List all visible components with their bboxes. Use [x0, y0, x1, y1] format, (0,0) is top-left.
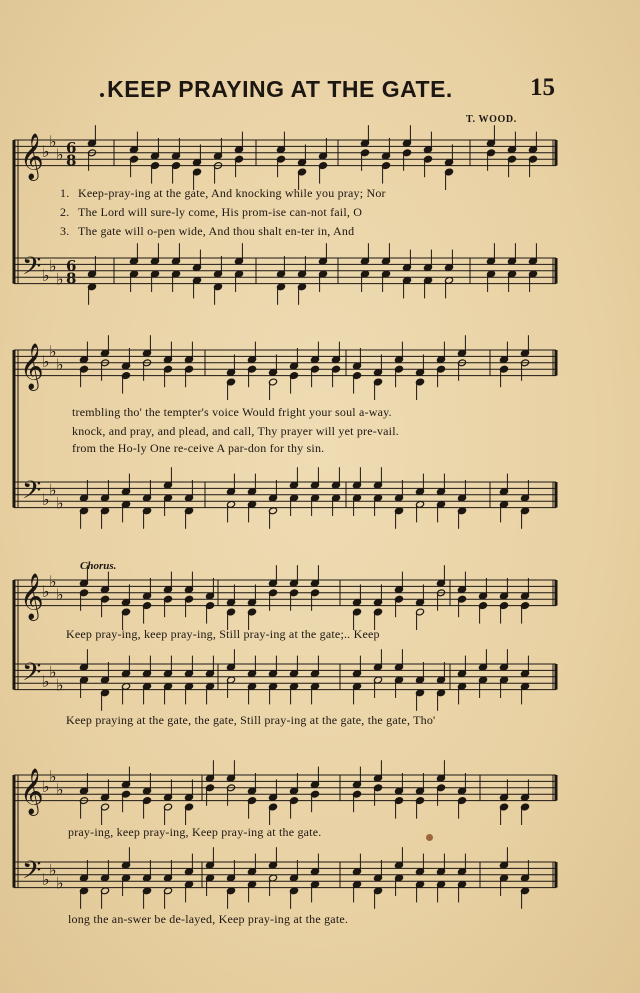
flat-icon: ♭ [42, 672, 50, 692]
flat-icon: ♭ [42, 266, 50, 286]
flat-icon: ♭ [49, 572, 57, 592]
time-signature: 8 [66, 151, 77, 170]
flat-icon: ♭ [56, 355, 64, 374]
treble-clef-icon: 𝄞 [20, 768, 44, 815]
flat-icon: ♭ [56, 780, 64, 799]
flat-icon: ♭ [42, 141, 50, 161]
lyric-line: pray-ing, keep pray-ing, Keep pray-ing at the gate. [68, 825, 322, 839]
flat-icon: ♭ [56, 873, 64, 893]
flat-icon: ♭ [56, 493, 64, 513]
bass-clef-icon: 𝄢 [22, 856, 42, 892]
hymn-title: KEEP PRAYING AT THE GATE. [107, 76, 453, 102]
lyric-line: trembling tho' the tempter's voice Would fright your soul a-way. [72, 405, 392, 419]
treble-clef-icon: 𝄞 [20, 133, 44, 180]
flat-icon: ♭ [49, 132, 57, 152]
bass-clef-icon: 𝄢 [22, 476, 42, 512]
flat-icon: ♭ [42, 490, 50, 510]
treble-clef-icon: 𝄞 [20, 343, 44, 390]
flat-icon: ♭ [49, 860, 57, 880]
flat-icon: ♭ [42, 351, 50, 371]
bass-clef-icon: 𝄢 [22, 658, 42, 694]
flat-icon: ♭ [42, 870, 50, 890]
time-signature: 8 [66, 269, 77, 288]
lyric-line: from the Ho-ly One re-ceive A par-don for thy sin. [72, 441, 325, 455]
time-signature: 6 [66, 138, 77, 157]
composer-credit: T. WOOD. [466, 114, 517, 125]
lyric-line: Keep praying at the gate, the gate, Still pray-ing at the gate, the gate, Tho' [66, 713, 436, 727]
lyric-line: Keep pray-ing, keep pray-ing, Still pray-ing at the gate;.. Keep [66, 627, 380, 641]
flat-icon: ♭ [56, 585, 64, 604]
flat-icon: ♭ [56, 269, 64, 289]
lyric-line: 1. Keep-pray-ing at the gate, And knocking while you pray; Nor [60, 186, 386, 200]
chorus-label: Chorus. [80, 560, 117, 572]
flat-icon: ♭ [49, 767, 57, 787]
flat-icon: ♭ [56, 145, 64, 164]
bass-clef-icon: 𝄢 [22, 252, 42, 288]
flat-icon: ♭ [42, 581, 50, 601]
time-signature: 6 [66, 256, 77, 275]
lyric-line: 3. The gate will o-pen wide, And thou shalt en-ter in, And [60, 224, 355, 238]
page-number: 15 [530, 74, 555, 101]
lyric-line: long the an-swer be de-layed, Keep pray-ing at the gate. [68, 912, 349, 926]
lyric-line: 2. The Lord will sure-ly come, His prom-ise can-not fail, O [60, 205, 363, 219]
flat-icon: ♭ [49, 662, 57, 682]
flat-icon: ♭ [49, 342, 57, 362]
flat-icon: ♭ [49, 480, 57, 500]
treble-clef-icon: 𝄞 [20, 573, 44, 620]
flat-icon: ♭ [42, 776, 50, 796]
flat-icon: ♭ [56, 675, 64, 695]
flat-icon: ♭ [49, 256, 57, 276]
lyric-line: knock, and pray, and plead, and call, Thy prayer will yet pre-vail. [72, 424, 399, 438]
